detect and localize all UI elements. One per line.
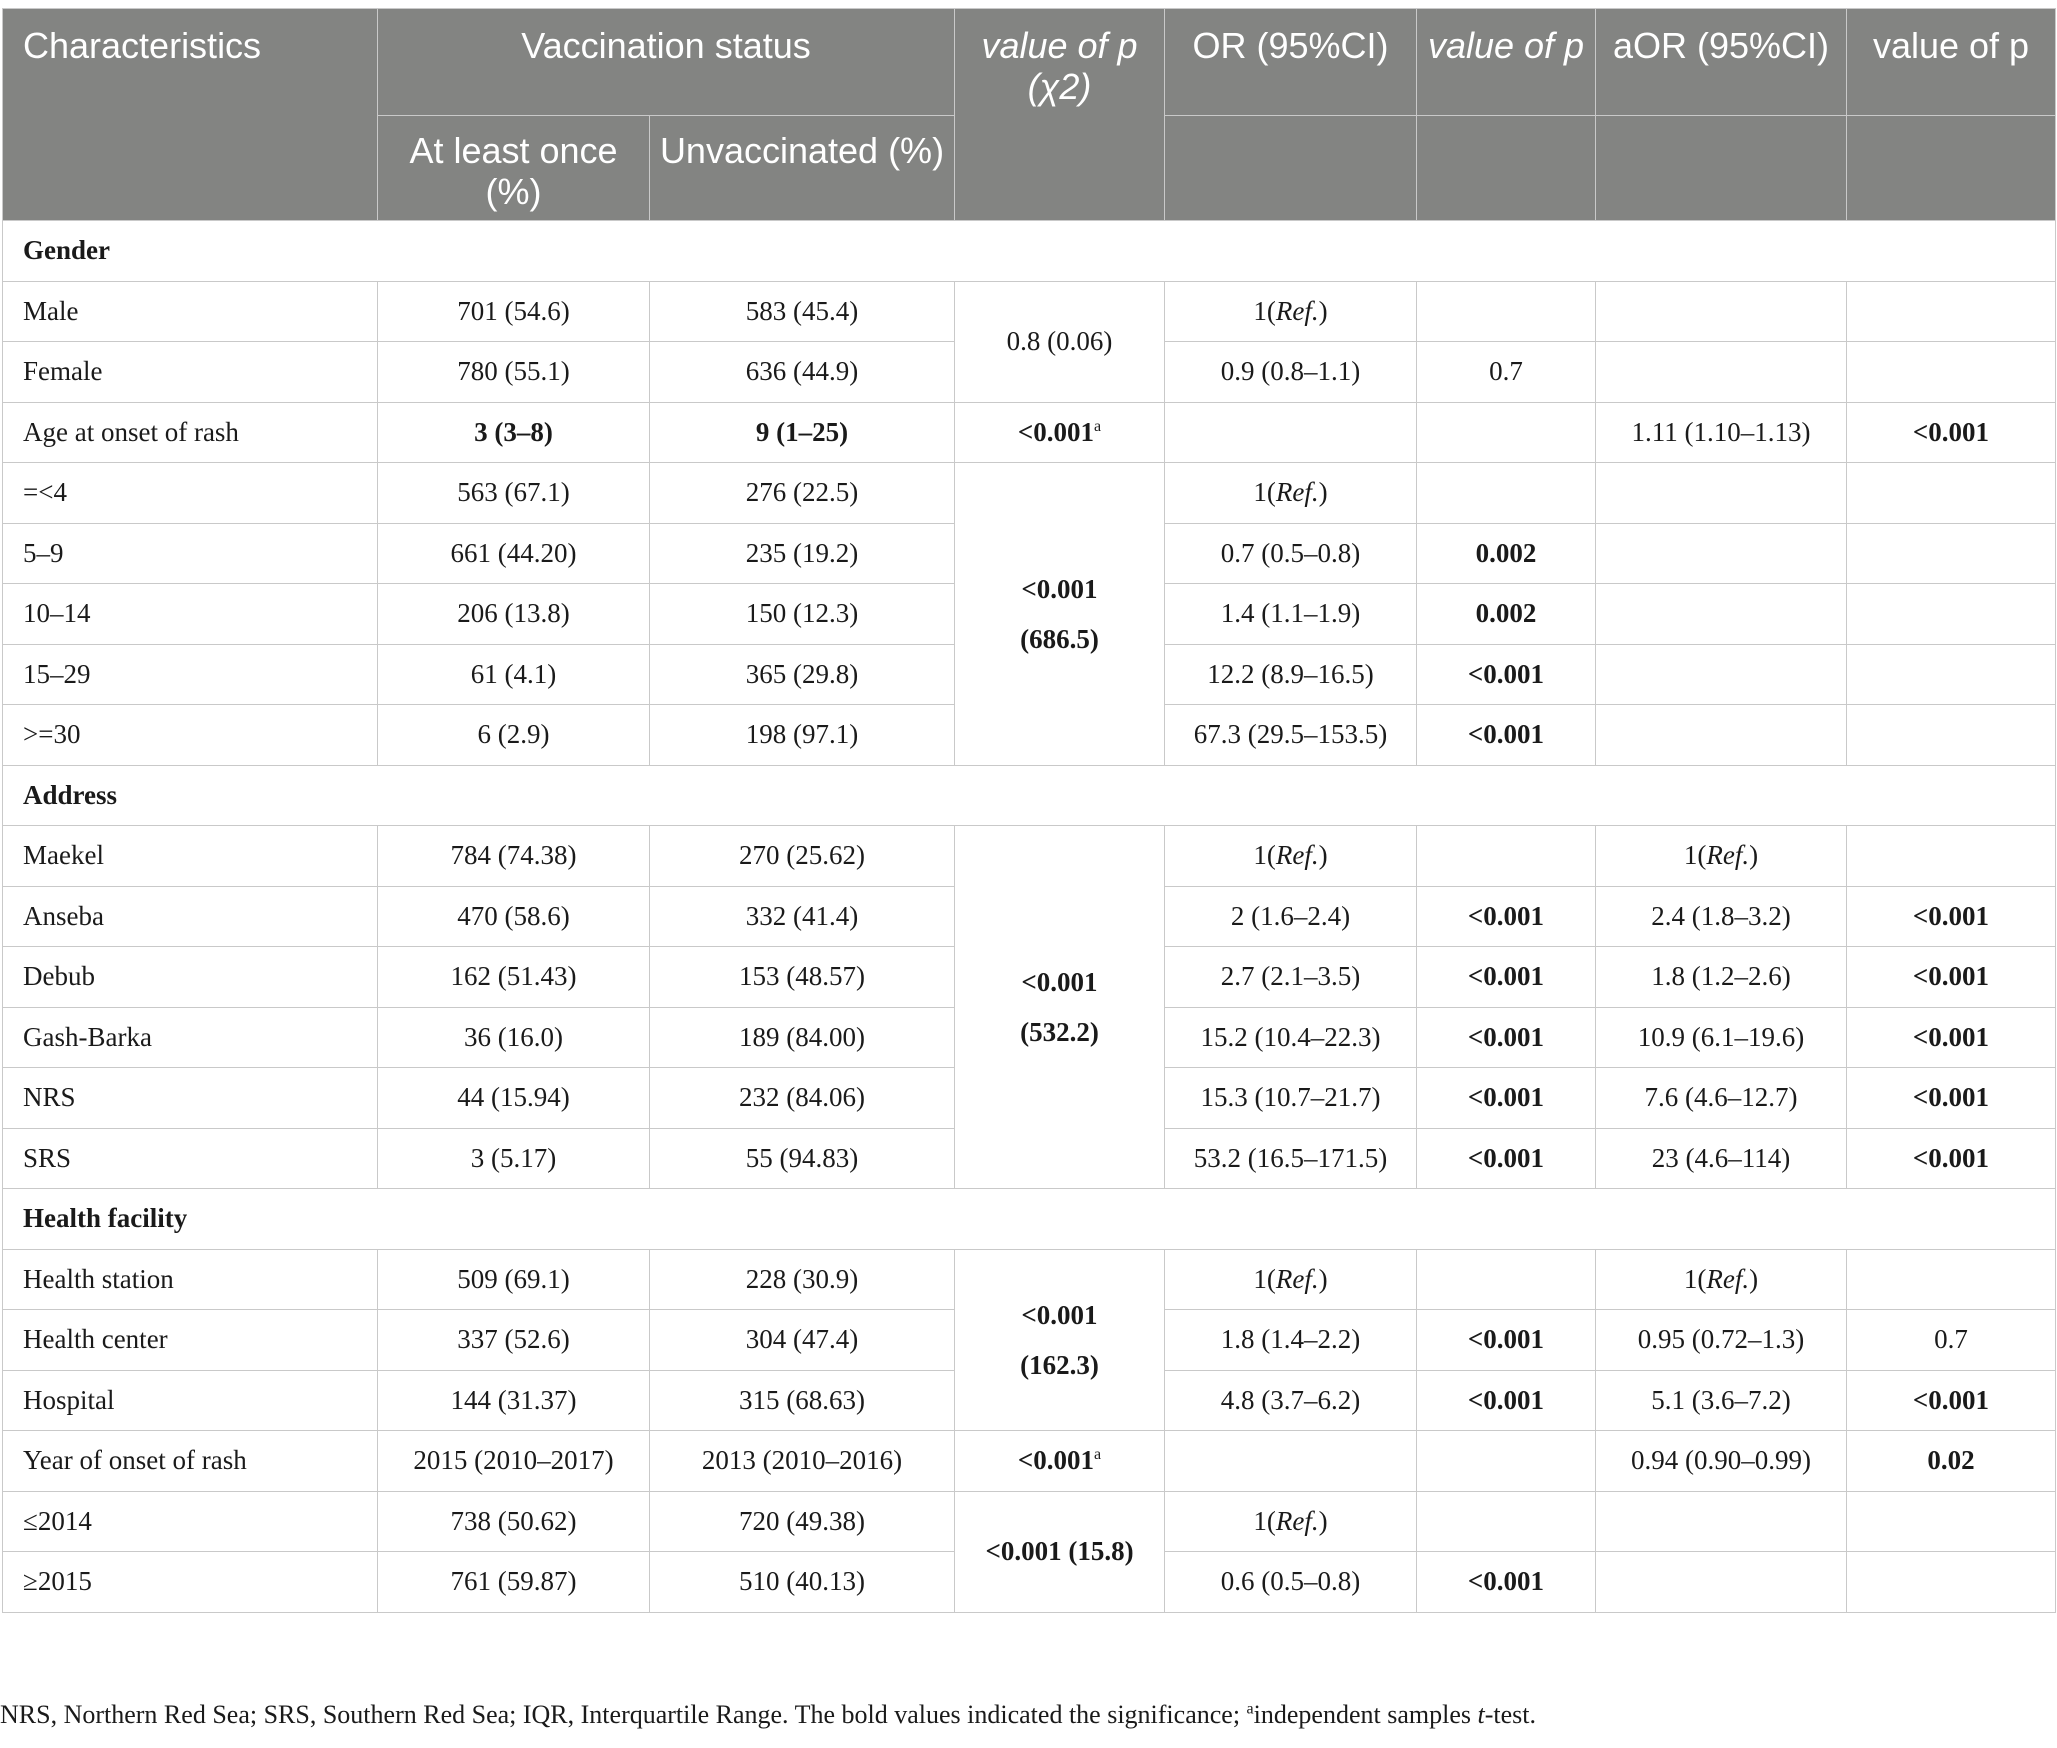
cell-p-or: 0.002 bbox=[1417, 523, 1596, 584]
section-address: Address bbox=[3, 765, 2056, 826]
cell-aor bbox=[1596, 644, 1847, 705]
cell-unvacc: 228 (30.9) bbox=[650, 1249, 955, 1310]
row-label: 5–9 bbox=[3, 523, 378, 584]
cell-p-or: <0.001 bbox=[1417, 705, 1596, 766]
cell-or: 1(Ref.) bbox=[1165, 826, 1417, 887]
cell-or: 1.8 (1.4–2.2) bbox=[1165, 1310, 1417, 1371]
cell-unvacc: 315 (68.63) bbox=[650, 1370, 955, 1431]
cell-p-or: 0.002 bbox=[1417, 584, 1596, 645]
cell-p-aor bbox=[1847, 281, 2056, 342]
row-label: NRS bbox=[3, 1068, 378, 1129]
cell-unvacc: 270 (25.62) bbox=[650, 826, 955, 887]
row-label: Age at onset of rash bbox=[3, 402, 378, 463]
cell-once: 3 (5.17) bbox=[378, 1128, 650, 1189]
row-label: Anseba bbox=[3, 886, 378, 947]
row-label: 10–14 bbox=[3, 584, 378, 645]
cell-once: 509 (69.1) bbox=[378, 1249, 650, 1310]
cell-p-aor: <0.001 bbox=[1847, 1128, 2056, 1189]
cell-once: 3 (3–8) bbox=[378, 402, 650, 463]
cell-or bbox=[1165, 1431, 1417, 1492]
cell-unvacc: 365 (29.8) bbox=[650, 644, 955, 705]
cell-p-aor bbox=[1847, 644, 2056, 705]
cell-unvacc: 153 (48.57) bbox=[650, 947, 955, 1008]
header-p-aor: value of p bbox=[1847, 9, 2056, 116]
cell-once: 206 (13.8) bbox=[378, 584, 650, 645]
cell-aor: 1.8 (1.2–2.6) bbox=[1596, 947, 1847, 1008]
table-row bbox=[3, 1431, 2056, 1492]
cell-p-aor: <0.001 bbox=[1847, 1068, 2056, 1129]
cell-aor bbox=[1596, 1491, 1847, 1552]
header-vaccination-status: Vaccination status bbox=[378, 9, 955, 116]
cell-unvacc: 235 (19.2) bbox=[650, 523, 955, 584]
cell-once: 784 (74.38) bbox=[378, 826, 650, 887]
cell-p-chi2: <0.001$^a$ bbox=[955, 1431, 1165, 1492]
cell-once: 6 (2.9) bbox=[378, 705, 650, 766]
row-label: Health station bbox=[3, 1249, 378, 1310]
cell-p-aor: 0.02 bbox=[1847, 1431, 2056, 1492]
cell-once: 701 (54.6) bbox=[378, 281, 650, 342]
cell-once: 144 (31.37) bbox=[378, 1370, 650, 1431]
cell-once: 661 (44.20) bbox=[378, 523, 650, 584]
cell-p-or: <0.001 bbox=[1417, 644, 1596, 705]
cell-p-or: <0.001 bbox=[1417, 1007, 1596, 1068]
table-row bbox=[3, 826, 2056, 887]
cell-unvacc: 720 (49.38) bbox=[650, 1491, 955, 1552]
cell-p-or: <0.001 bbox=[1417, 1128, 1596, 1189]
cell-p-or bbox=[1417, 1431, 1596, 1492]
table-row bbox=[3, 402, 2056, 463]
header-or: OR (95%CI) bbox=[1165, 9, 1417, 116]
cell-p-aor bbox=[1847, 1552, 2056, 1613]
cell-unvacc: 2013 (2010–2016) bbox=[650, 1431, 955, 1492]
cell-unvacc: 9 (1–25) bbox=[650, 402, 955, 463]
cell-or: 15.2 (10.4–22.3) bbox=[1165, 1007, 1417, 1068]
cell-p-aor: <0.001 bbox=[1847, 947, 2056, 1008]
cell-p-or bbox=[1417, 1249, 1596, 1310]
cell-unvacc: 304 (47.4) bbox=[650, 1310, 955, 1371]
section-gender: Gender bbox=[3, 221, 2056, 282]
section-health-facility: Health facility bbox=[3, 1189, 2056, 1250]
cell-or: 67.3 (29.5–153.5) bbox=[1165, 705, 1417, 766]
cell-p-aor bbox=[1847, 1249, 2056, 1310]
table-row bbox=[3, 1249, 2056, 1310]
cell-or: 1(Ref.) bbox=[1165, 281, 1417, 342]
row-label: Maekel bbox=[3, 826, 378, 887]
cell-p-or: <0.001 bbox=[1417, 1310, 1596, 1371]
cell-once: 470 (58.6) bbox=[378, 886, 650, 947]
cell-aor bbox=[1596, 1552, 1847, 1613]
row-label: Hospital bbox=[3, 1370, 378, 1431]
table-row bbox=[3, 1491, 2056, 1552]
cell-aor: 0.94 (0.90–0.99) bbox=[1596, 1431, 1847, 1492]
header-p-chi2: value of p (χ2) bbox=[955, 9, 1165, 221]
cell-or: 2 (1.6–2.4) bbox=[1165, 886, 1417, 947]
cell-once: 36 (16.0) bbox=[378, 1007, 650, 1068]
cell-unvacc: 332 (41.4) bbox=[650, 886, 955, 947]
row-label: Gash-Barka bbox=[3, 1007, 378, 1068]
cell-p-aor bbox=[1847, 705, 2056, 766]
cell-or: 53.2 (16.5–171.5) bbox=[1165, 1128, 1417, 1189]
row-label: ≤2014 bbox=[3, 1491, 378, 1552]
cell-or: 0.7 (0.5–0.8) bbox=[1165, 523, 1417, 584]
row-label: 15–29 bbox=[3, 644, 378, 705]
cell-or: 1(Ref.) bbox=[1165, 1491, 1417, 1552]
cell-p-aor: <0.001 bbox=[1847, 1370, 2056, 1431]
row-label: =<4 bbox=[3, 463, 378, 524]
cell-p-or: <0.001 bbox=[1417, 886, 1596, 947]
cell-or: 12.2 (8.9–16.5) bbox=[1165, 644, 1417, 705]
cell-unvacc: 150 (12.3) bbox=[650, 584, 955, 645]
cell-unvacc: 636 (44.9) bbox=[650, 342, 955, 403]
cell-or: 1.4 (1.1–1.9) bbox=[1165, 584, 1417, 645]
cell-p-or: <0.001 bbox=[1417, 1370, 1596, 1431]
cell-aor: 5.1 (3.6–7.2) bbox=[1596, 1370, 1847, 1431]
cell-p-or: <0.001 bbox=[1417, 947, 1596, 1008]
cell-once: 761 (59.87) bbox=[378, 1552, 650, 1613]
header-unvaccinated: Unvaccinated (%) bbox=[650, 116, 955, 221]
cell-or: 2.7 (2.1–3.5) bbox=[1165, 947, 1417, 1008]
cell-p-chi2: <0.001 (686.5) bbox=[955, 463, 1165, 766]
cell-aor bbox=[1596, 281, 1847, 342]
header-aor: aOR (95%CI) bbox=[1596, 9, 1847, 116]
cell-or: 1(Ref.) bbox=[1165, 1249, 1417, 1310]
cell-or: 15.3 (10.7–21.7) bbox=[1165, 1068, 1417, 1129]
cell-aor: 10.9 (6.1–19.6) bbox=[1596, 1007, 1847, 1068]
cell-p-chi2: <0.001 (532.2) bbox=[955, 826, 1165, 1189]
cell-p-chi2: <0.001 (162.3) bbox=[955, 1249, 1165, 1431]
cell-p-aor bbox=[1847, 826, 2056, 887]
cell-once: 337 (52.6) bbox=[378, 1310, 650, 1371]
row-label: Debub bbox=[3, 947, 378, 1008]
cell-once: 44 (15.94) bbox=[378, 1068, 650, 1129]
cell-p-or bbox=[1417, 402, 1596, 463]
table-row bbox=[3, 463, 2056, 524]
row-label: Female bbox=[3, 342, 378, 403]
cell-once: 563 (67.1) bbox=[378, 463, 650, 524]
cell-aor bbox=[1596, 523, 1847, 584]
cell-p-chi2: <0.001$^a$ bbox=[955, 402, 1165, 463]
cell-once: 2015 (2010–2017) bbox=[378, 1431, 650, 1492]
cell-aor: 7.6 (4.6–12.7) bbox=[1596, 1068, 1847, 1129]
cell-p-aor: <0.001 bbox=[1847, 886, 2056, 947]
header-empty bbox=[1847, 116, 2056, 221]
cell-unvacc: 232 (84.06) bbox=[650, 1068, 955, 1129]
cell-unvacc: 510 (40.13) bbox=[650, 1552, 955, 1613]
cell-unvacc: 583 (45.4) bbox=[650, 281, 955, 342]
cell-aor: 1.11 (1.10–1.13) bbox=[1596, 402, 1847, 463]
cell-aor: 2.4 (1.8–3.2) bbox=[1596, 886, 1847, 947]
cell-or: 0.6 (0.5–0.8) bbox=[1165, 1552, 1417, 1613]
row-label: SRS bbox=[3, 1128, 378, 1189]
cell-p-or: <0.001 bbox=[1417, 1552, 1596, 1613]
cell-or: 1(Ref.) bbox=[1165, 463, 1417, 524]
cell-p-or: <0.001 bbox=[1417, 1068, 1596, 1129]
cell-or: 0.9 (0.8–1.1) bbox=[1165, 342, 1417, 403]
row-label: >=30 bbox=[3, 705, 378, 766]
cell-aor: 23 (4.6–114) bbox=[1596, 1128, 1847, 1189]
cell-p-or bbox=[1417, 463, 1596, 524]
table-row bbox=[3, 281, 2056, 342]
results-table bbox=[2, 8, 2056, 1613]
cell-p-aor: <0.001 bbox=[1847, 1007, 2056, 1068]
header-empty bbox=[1596, 116, 1847, 221]
cell-once: 738 (50.62) bbox=[378, 1491, 650, 1552]
cell-or bbox=[1165, 402, 1417, 463]
cell-aor: 0.95 (0.72–1.3) bbox=[1596, 1310, 1847, 1371]
cell-p-or bbox=[1417, 826, 1596, 887]
header-p-or: value of p bbox=[1417, 9, 1596, 116]
cell-once: 162 (51.43) bbox=[378, 947, 650, 1008]
header-empty bbox=[1417, 116, 1596, 221]
cell-aor: 1(Ref.) bbox=[1596, 1249, 1847, 1310]
cell-p-aor: 0.7 bbox=[1847, 1310, 2056, 1371]
cell-p-or bbox=[1417, 1491, 1596, 1552]
cell-aor bbox=[1596, 463, 1847, 524]
cell-p-aor bbox=[1847, 523, 2056, 584]
cell-p-aor bbox=[1847, 342, 2056, 403]
cell-aor bbox=[1596, 342, 1847, 403]
row-label: Year of onset of rash bbox=[3, 1431, 378, 1492]
cell-once: 61 (4.1) bbox=[378, 644, 650, 705]
cell-unvacc: 276 (22.5) bbox=[650, 463, 955, 524]
cell-p-aor: <0.001 bbox=[1847, 402, 2056, 463]
cell-p-chi2: <0.001 (15.8) bbox=[955, 1491, 1165, 1612]
table-footnote: NRS, Northern Red Sea; SRS, Southern Red Sea; IQR, Interquartile Range. The bold values indicated the significance; $^a$independent samples t-test. bbox=[0, 1700, 1536, 1729]
cell-p-aor bbox=[1847, 1491, 2056, 1552]
cell-aor bbox=[1596, 705, 1847, 766]
cell-once: 780 (55.1) bbox=[378, 342, 650, 403]
row-label: Male bbox=[3, 281, 378, 342]
header-empty bbox=[1165, 116, 1417, 221]
row-label: ≥2015 bbox=[3, 1552, 378, 1613]
cell-unvacc: 189 (84.00) bbox=[650, 1007, 955, 1068]
cell-unvacc: 55 (94.83) bbox=[650, 1128, 955, 1189]
cell-aor: 1(Ref.) bbox=[1596, 826, 1847, 887]
cell-unvacc: 198 (97.1) bbox=[650, 705, 955, 766]
cell-p-or bbox=[1417, 281, 1596, 342]
cell-or: 4.8 (3.7–6.2) bbox=[1165, 1370, 1417, 1431]
cell-p-or: 0.7 bbox=[1417, 342, 1596, 403]
row-label: Health center bbox=[3, 1310, 378, 1371]
cell-p-aor bbox=[1847, 584, 2056, 645]
header-characteristics: Characteristics bbox=[3, 9, 378, 221]
cell-p-chi2: 0.8 (0.06) bbox=[955, 281, 1165, 402]
header-at-least-once: At least once (%) bbox=[378, 116, 650, 221]
cell-aor bbox=[1596, 584, 1847, 645]
cell-p-aor bbox=[1847, 463, 2056, 524]
